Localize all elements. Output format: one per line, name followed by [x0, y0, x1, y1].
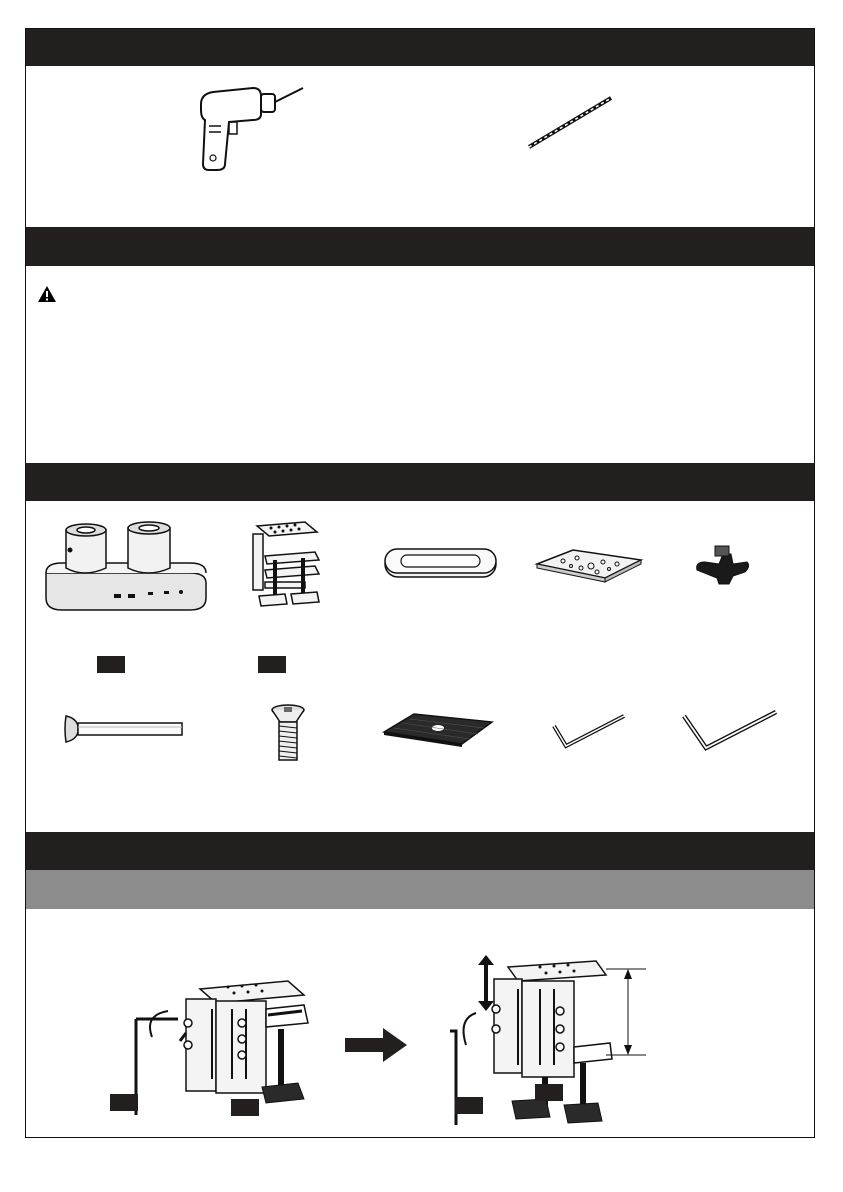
countersunk-screw-icon — [270, 704, 306, 762]
mounting-plate-icon — [533, 546, 645, 586]
desk-clamp-icon — [245, 520, 335, 610]
part-label-box-2 — [258, 656, 286, 673]
step-label-box-1 — [110, 1094, 138, 1111]
part-label-box-1 — [97, 656, 125, 673]
step-label-box-3 — [455, 1097, 483, 1114]
charging-base-icon — [40, 518, 210, 618]
rubber-pad-icon — [380, 710, 496, 750]
section-header-parts — [26, 463, 814, 501]
section-header-tools — [26, 29, 814, 66]
step-label-box-4 — [535, 1084, 563, 1101]
section-header-installation — [26, 832, 814, 870]
wing-knob-icon — [693, 540, 753, 586]
power-drill-icon — [195, 80, 305, 175]
installation-step-header — [26, 870, 814, 909]
long-bolt-icon — [62, 714, 186, 744]
drill-bit-icon — [525, 95, 615, 150]
small-allen-key-icon — [550, 712, 626, 748]
grommet-ring-icon — [383, 547, 498, 579]
warning-triangle-icon — [37, 285, 57, 303]
clamp-adjust-left-icon — [108, 975, 338, 1115]
right-arrow-icon — [345, 1028, 407, 1062]
large-allen-key-icon — [680, 708, 780, 750]
step-label-box-2 — [231, 1099, 259, 1116]
section-header-warnings — [26, 227, 814, 266]
